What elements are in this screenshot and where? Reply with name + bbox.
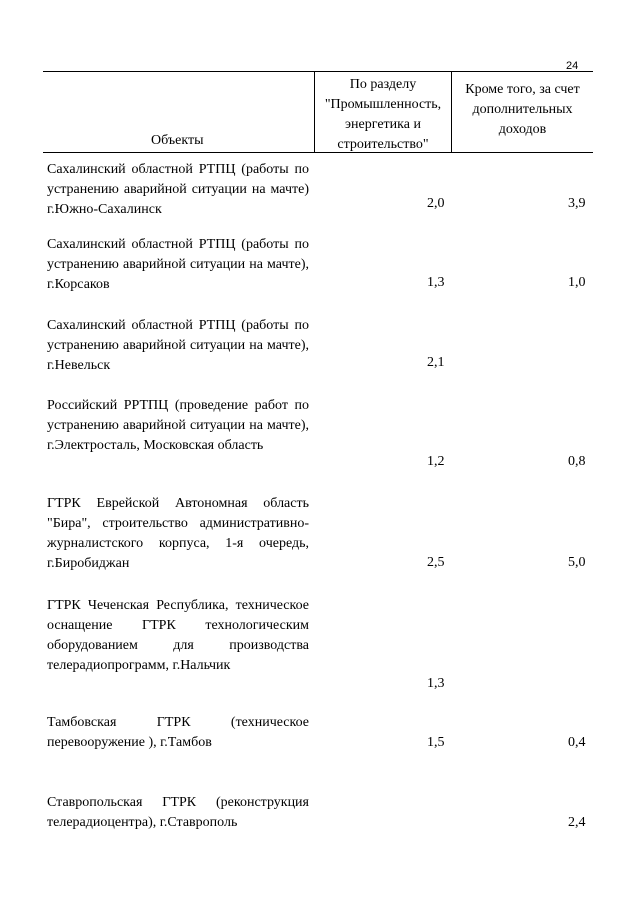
object-name: Ставропольская ГТРК (реконструкция телерадиоцентра), г.Ставрополь xyxy=(47,795,309,830)
object-name: Российский РРТПЦ (проведение работ по устранению аварийной ситуации на мачте), г.Электросталь, Московская область xyxy=(47,398,309,453)
section-value: 2,1 xyxy=(427,355,445,370)
object-name: ГТРК Чеченская Республика, техническое оснащение ГТРК технологическим оборудованием для производства телерадиопрограмм, г.Нальчик xyxy=(47,598,309,673)
extra-value: 3,9 xyxy=(568,196,586,211)
header-section-line: строительство" xyxy=(337,137,429,152)
header-objects xyxy=(43,72,315,152)
object-name: ГТРК Еврейской Автономная область "Бира", строительство административно-журналистского корпуса, 1-я очередь, г.Биробиджан xyxy=(47,496,309,571)
table-row xyxy=(47,793,593,833)
section-value: 2,5 xyxy=(427,555,445,570)
header-extra-line: доходов xyxy=(498,122,547,137)
header-objects-label: Объекты xyxy=(151,133,204,148)
extra-value: 1,0 xyxy=(568,275,586,290)
table-row xyxy=(47,494,593,574)
header-section-line: "Промышленность, xyxy=(324,97,442,112)
header-extra xyxy=(452,72,593,152)
table-header xyxy=(43,71,593,153)
table-row xyxy=(47,316,593,376)
object-name: Сахалинский областной РТПЦ (работы по устранению аварийной ситуации на мачте), г.Корсаков xyxy=(47,237,309,292)
table-row xyxy=(47,713,593,753)
section-value: 1,2 xyxy=(427,454,445,469)
section-value: 1,3 xyxy=(427,676,445,691)
section-value: 2,0 xyxy=(427,196,445,211)
object-name: Сахалинский областной РТПЦ (работы по устранению аварийной ситуации на мачте) г.Южно-Сахалинск xyxy=(47,162,309,217)
header-extra-line: дополнительных xyxy=(472,102,573,117)
table-row xyxy=(47,160,593,220)
extra-value: 2,4 xyxy=(568,815,586,830)
object-name: Тамбовская ГТРК (техническое перевооружение ), г.Тамбов xyxy=(47,715,309,750)
page-number: 24 xyxy=(566,60,579,72)
extra-value: 0,4 xyxy=(568,735,586,750)
extra-value: 0,8 xyxy=(568,454,586,469)
header-section-line: По разделу xyxy=(349,77,417,92)
table-row xyxy=(47,235,593,295)
header-section xyxy=(315,72,452,152)
header-section-line: энергетика и xyxy=(345,117,421,132)
section-value: 1,3 xyxy=(427,275,445,290)
table-row xyxy=(47,396,593,469)
extra-value: 5,0 xyxy=(568,555,586,570)
header-extra-line: Кроме того, за счет xyxy=(465,82,580,97)
table-row xyxy=(47,596,593,691)
section-value: 1,5 xyxy=(427,735,445,750)
object-name: Сахалинский областной РТПЦ (работы по устранению аварийной ситуации на мачте), г.Невельск xyxy=(47,318,309,373)
